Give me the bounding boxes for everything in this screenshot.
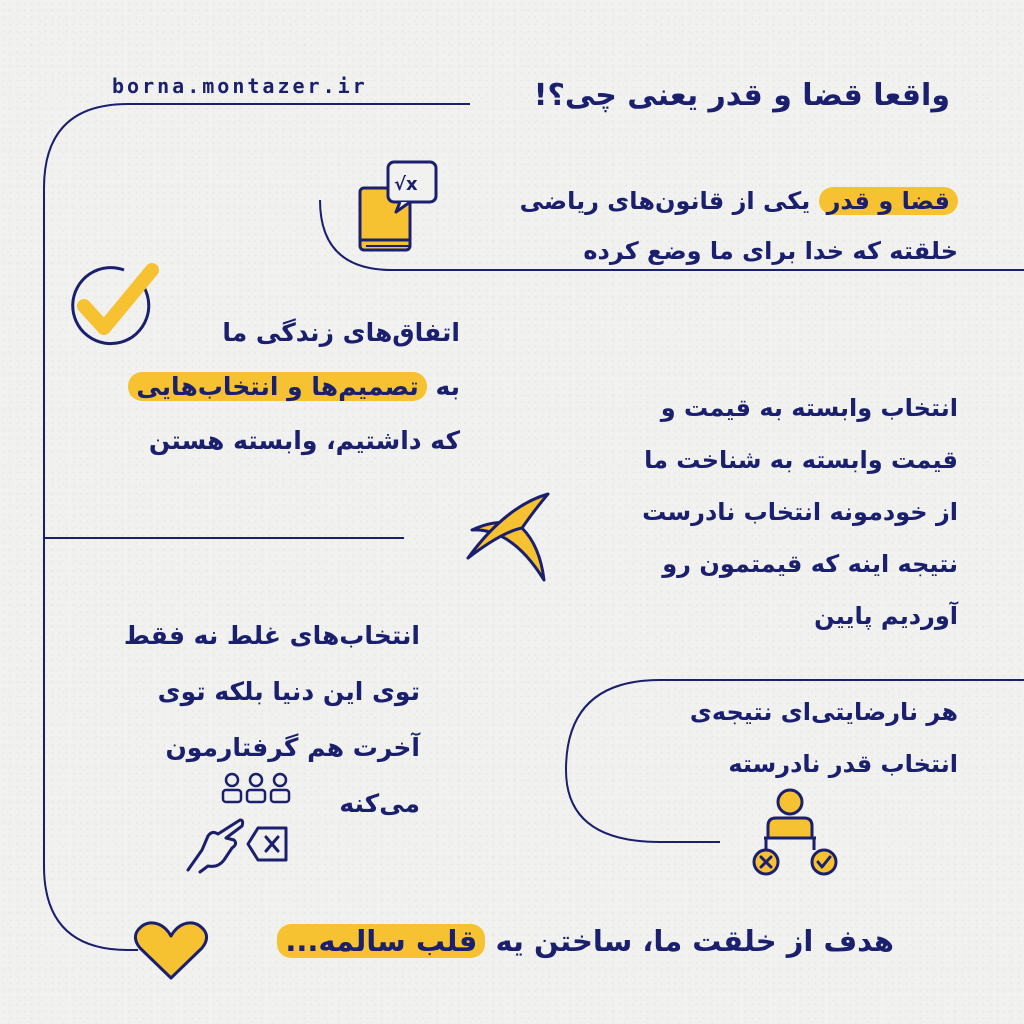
definition-highlight: قضا و قدر: [819, 187, 958, 215]
wrong-choices-line: انتخاب‌های غلط نه فقط: [123, 621, 420, 650]
life-events-line-1: اتفاق‌های زندگی ما: [222, 318, 460, 347]
value-text: [558, 382, 958, 642]
dissatisfaction-line: هر نارضایتی‌ای نتیجه‌ی: [689, 698, 958, 726]
value-line: قیمت وابسته به شناخت ما: [644, 446, 958, 474]
heart-icon: [132, 920, 210, 986]
footer-text: [277, 916, 894, 966]
math-book-icon: [352, 158, 442, 258]
dissatisfaction-text: [578, 686, 958, 790]
definition-text: [498, 176, 958, 276]
dissatisfaction-line: انتخاب قدر نادرسته: [728, 750, 958, 778]
definition-line-2: خلقته که خدا برای ما وضع کرده: [583, 237, 958, 265]
value-line: از خودمونه انتخاب نادرست: [642, 498, 958, 526]
people-icon: [220, 772, 292, 808]
page-title: واقعا قضا و قدر یعنی چی؟!: [533, 78, 950, 113]
life-events-line-3: که داشتیم، وابسته هستن: [148, 426, 460, 455]
value-line: آوردیم پایین: [814, 602, 958, 630]
wrong-choices-line: می‌کنه: [339, 789, 420, 818]
person-decision-icon: [744, 786, 848, 886]
value-line: انتخاب وابسته به قیمت و: [660, 394, 958, 422]
website-label[interactable]: borna.montazer.ir: [112, 74, 368, 98]
svg-text:√x: √x: [394, 174, 418, 195]
footer-text-main: هدف از خلقت ما، ساختن یه: [485, 924, 894, 958]
wrong-choices-line: آخرت هم گرفتارمون: [165, 733, 420, 762]
hand-pointing-icon: [182, 814, 246, 878]
cancel-box-icon: [244, 824, 290, 868]
value-line: نتیجه اینه که قیمتمون رو: [662, 550, 958, 578]
life-events-line-2: [60, 360, 460, 414]
definition-line-1-text: یکی از قانون‌های ریاضی: [519, 187, 819, 215]
life-events-prefix: به: [426, 372, 460, 401]
footer-highlight: قلب سالمه...: [277, 924, 485, 958]
life-events-highlight: تصمیم‌ها و انتخاب‌هایی: [128, 372, 426, 401]
cross-icon: [462, 488, 558, 588]
wrong-choices-line: توی این دنیا بلکه توی: [157, 677, 420, 706]
definition-line-1: [498, 176, 958, 226]
life-events-text: [60, 306, 460, 468]
